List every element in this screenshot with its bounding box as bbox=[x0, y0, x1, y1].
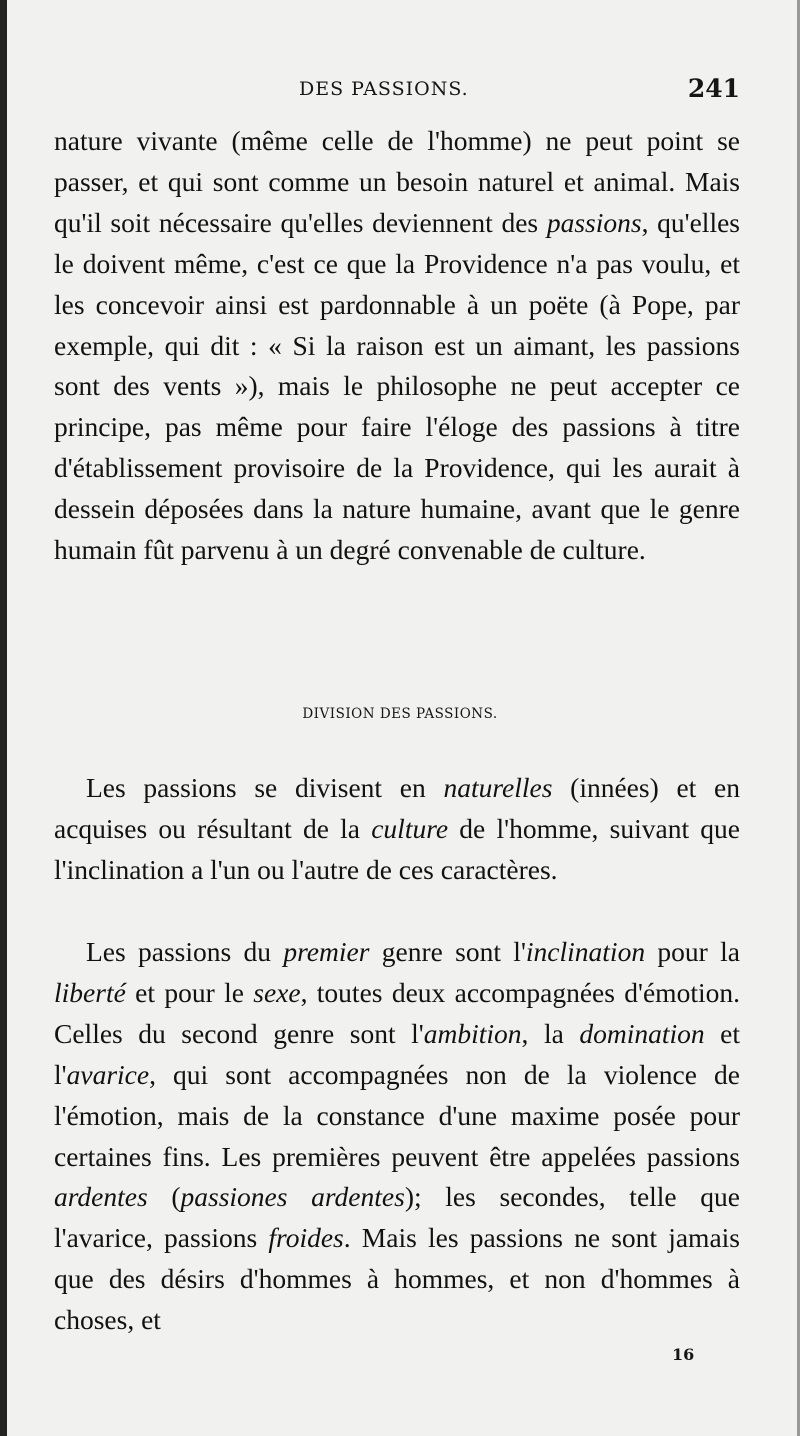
text-run: . Mais les passions ne sont jamais que des désirs d'hommes à hommes, et non d'hommes à choses, et bbox=[54, 1222, 740, 1336]
text-run: et l' bbox=[54, 1017, 740, 1090]
italic-term: ambition bbox=[423, 1017, 522, 1049]
text-run: , qui sont accompagnées non de la violence de l'émotion, mais de la constance d'une maxime posée pour certaines fins. Les premières peuvent être appelées passions bbox=[54, 1058, 740, 1172]
italic-term: froides bbox=[268, 1222, 344, 1254]
italic-term: premier bbox=[283, 936, 370, 967]
paragraph-continued bbox=[54, 121, 740, 571]
text-run: pour la bbox=[645, 936, 740, 967]
text-run: (innées) et en acquises ou résultant de la bbox=[54, 772, 740, 844]
italic-term: inclination bbox=[525, 936, 646, 967]
italic-term: passiones ardentes bbox=[180, 1181, 405, 1213]
text-run: genre sont l' bbox=[369, 936, 526, 967]
italic-term: domination bbox=[579, 1017, 705, 1049]
text-run: Les passions du bbox=[86, 936, 284, 967]
italic-term: liberté bbox=[54, 976, 126, 1008]
signature-mark: 16 bbox=[672, 1345, 695, 1364]
italic-term: culture bbox=[371, 812, 449, 844]
text-run: ); les secondes, telle que l'avarice, passions bbox=[54, 1181, 741, 1254]
text-run: , qu'elles le doivent même, c'est ce que la Providence n'a pas voulu, et les concevoir ainsi est pardonnable à un poëte (à Pope, par exemple, qui dit : « Si la raison est un aimant, les passions sont des vents »), mais le philosophe ne peut accepter ce principe, pas même pour faire l'éloge des passions à titre d'établissement provisoire de la Providence, qui les aurait à dessein déposées dans la nature humaine, avant que le genre humain fût parvenu à un degré convenable de culture. bbox=[54, 206, 740, 566]
italic-term: ardentes bbox=[54, 1181, 148, 1213]
text-run: , toutes deux accompagnées d'émotion. Celles du second genre sont l' bbox=[54, 976, 740, 1049]
italic-term: sexe bbox=[253, 976, 301, 1008]
text-run: ( bbox=[147, 1181, 181, 1213]
paragraph-kinds bbox=[54, 932, 740, 1341]
italic-term: avarice bbox=[66, 1058, 150, 1090]
section-heading: DIVISION DES PASSIONS. bbox=[302, 706, 498, 722]
text-run: , la bbox=[521, 1017, 580, 1049]
italic-term: passions bbox=[546, 206, 642, 238]
page-number: 241 bbox=[687, 74, 740, 103]
paragraph-division bbox=[54, 768, 740, 891]
text-run: et pour le bbox=[125, 976, 254, 1008]
running-head bbox=[54, 74, 740, 106]
text-run: nature vivante (même celle de l'homme) ne peut point se passer, et qui sont comme un besoin naturel et animal. Mais qu'il soit nécessaire qu'elles deviennent des bbox=[54, 125, 740, 238]
text-run: Les passions se divisent en bbox=[86, 772, 444, 803]
running-title: DES PASSIONS. bbox=[299, 78, 469, 100]
italic-term: naturelles bbox=[443, 772, 553, 803]
text-run: de l'homme, suivant que l'inclination a l'un ou l'autre de ces caractères. bbox=[54, 812, 740, 885]
